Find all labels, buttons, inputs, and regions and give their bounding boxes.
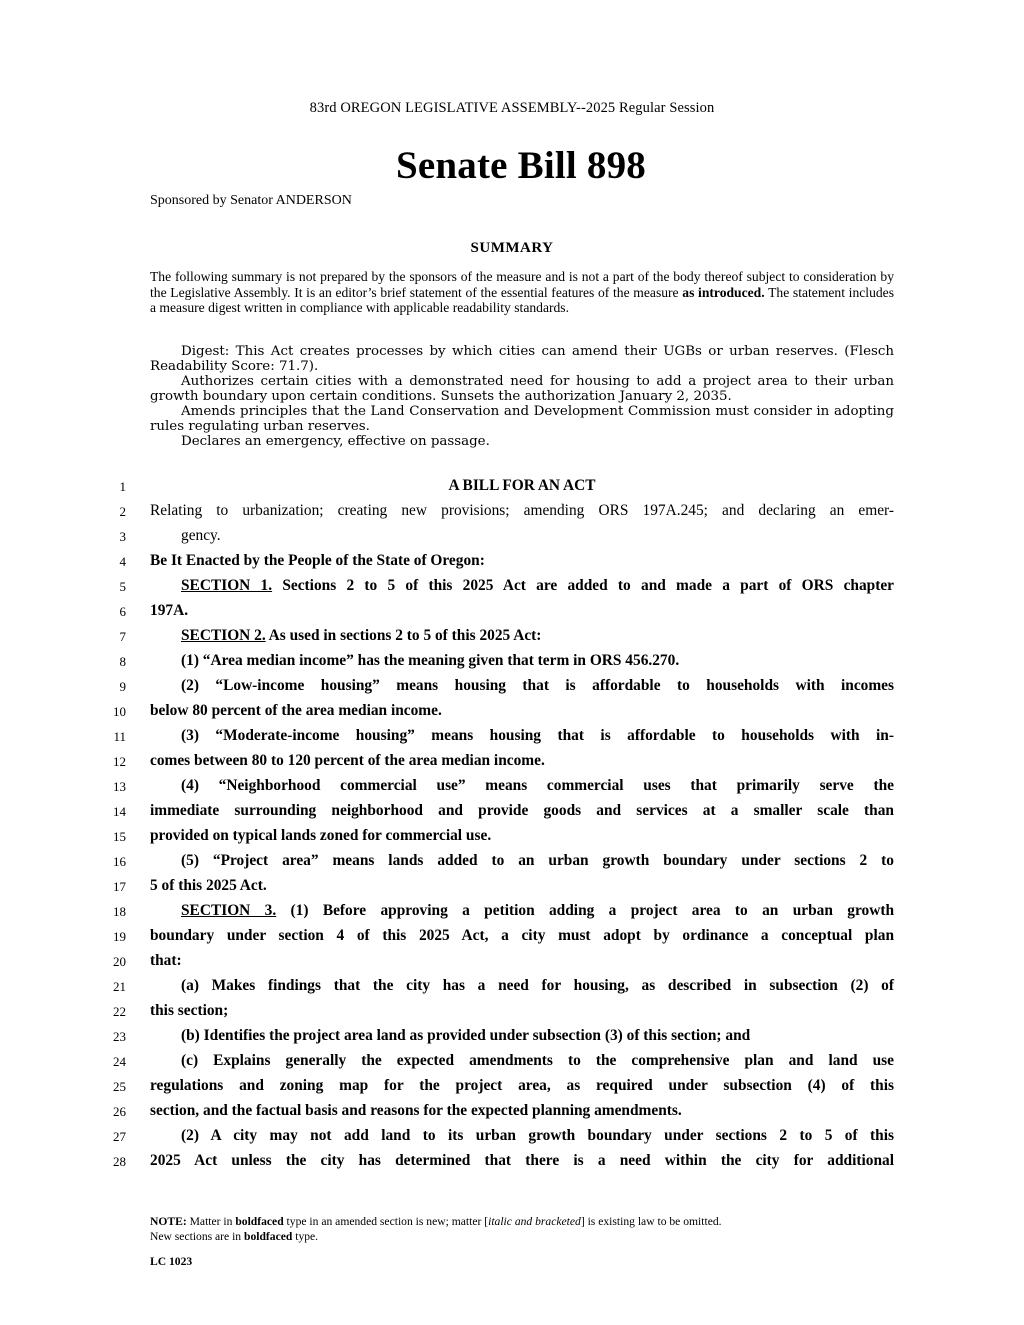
bill-line <box>0 1051 1024 1076</box>
summary-heading: SUMMARY <box>470 240 554 256</box>
line-number: 22 <box>113 1004 126 1019</box>
section-1-label: SECTION 1. <box>181 577 273 594</box>
bill-line <box>0 476 1024 501</box>
bill-line <box>0 1026 1024 1051</box>
note-text: type. <box>292 1230 319 1243</box>
summary-as-introduced: as introduced. <box>682 284 765 300</box>
line-number: 12 <box>113 754 126 769</box>
section-2-label: SECTION 2. <box>181 627 266 644</box>
bill-line <box>0 601 1024 626</box>
line-number: 3 <box>119 529 126 544</box>
bill-text: 5 of this 2025 Act. <box>150 877 267 894</box>
bill-text: (c) Explains generally the expected amendments to the comprehensive plan and land use <box>181 1052 894 1069</box>
bill-text: Sections 2 to 5 of this 2025 Act are added to and made a part of ORS chapter <box>272 577 894 594</box>
note-label: NOTE: <box>150 1215 187 1228</box>
measure-digest <box>150 344 894 449</box>
note-bold: boldfaced <box>235 1215 284 1228</box>
line-number: 6 <box>119 604 126 619</box>
bill-line <box>0 551 1024 576</box>
digest-paragraph: Authorizes certain cities with a demonstrated need for housing to add a project area to their urban growth boundary upon certain conditions. Sunsets the authorization January 2, 2035. <box>150 374 894 404</box>
bill-heading: A BILL FOR AN ACT <box>448 477 596 494</box>
line-number: 15 <box>113 829 126 844</box>
bill-line <box>0 776 1024 801</box>
bill-text: regulations and zoning map for the project area, as required under subsection (4) of this <box>150 1077 894 1094</box>
enacting-clause: Be It Enacted by the People of the State of Oregon: <box>150 552 485 569</box>
line-number: 9 <box>119 679 126 694</box>
bill-line <box>0 676 1024 701</box>
line-number: 25 <box>113 1079 126 1094</box>
bill-text: section, and the factual basis and reasons for the expected planning amendments. <box>150 1102 682 1119</box>
bill-line <box>0 501 1024 526</box>
bill-line <box>0 1076 1024 1101</box>
line-number: 18 <box>113 904 126 919</box>
line-number: 11 <box>113 729 126 744</box>
summary-paragraph <box>150 269 894 316</box>
bill-line <box>0 951 1024 976</box>
bill-text: gency. <box>181 527 221 544</box>
bill-line <box>0 801 1024 826</box>
bill-line <box>0 726 1024 751</box>
line-number: 2 <box>119 504 126 519</box>
note-text: type in an amended section is new; matter [ <box>283 1215 489 1228</box>
bill-line <box>0 901 1024 926</box>
line-number: 23 <box>113 1029 126 1044</box>
bill-line <box>0 576 1024 601</box>
bill-line <box>0 826 1024 851</box>
line-number: 28 <box>113 1154 126 1169</box>
line-number: 26 <box>113 1104 126 1119</box>
line-number: 4 <box>119 554 126 569</box>
bill-text: (1) Before approving a petition adding a project area to an urban growth <box>276 902 895 919</box>
bill-line <box>0 851 1024 876</box>
line-number: 5 <box>119 579 126 594</box>
assembly-session-header: 83rd OREGON LEGISLATIVE ASSEMBLY--2025 Regular Session <box>309 100 715 116</box>
bill-line <box>0 701 1024 726</box>
note-bold: boldfaced <box>244 1230 293 1243</box>
line-number: 10 <box>113 704 126 719</box>
bill-text: this section; <box>150 1002 229 1019</box>
bill-line <box>0 976 1024 1001</box>
bill-line <box>0 1101 1024 1126</box>
note-text: New sections are in <box>150 1230 245 1243</box>
bill-text <box>181 901 894 921</box>
bill-text: As used in sections 2 to 5 of this 2025 Act: <box>265 627 542 644</box>
bill-text <box>181 626 925 646</box>
line-number: 13 <box>113 779 126 794</box>
summary-text-outro: The statement includes a measure digest written in compliance with applicable readability standards. <box>150 284 894 315</box>
lc-number: LC 1023 <box>150 1255 193 1268</box>
bill-text: boundary under section 4 of this 2025 Act, a city must adopt by ordinance a conceptual plan <box>150 927 894 944</box>
line-number: 17 <box>113 879 126 894</box>
bill-text: (1) “Area median income” has the meaning given that term in ORS 456.270. <box>181 652 680 669</box>
bill-text: (a) Makes findings that the city has a need for housing, as described in subsection (2) of <box>181 977 894 994</box>
bill-line <box>0 1001 1024 1026</box>
bill-line <box>0 876 1024 901</box>
line-number: 14 <box>113 804 126 819</box>
bill-text: 2025 Act unless the city has determined that there is a need within the city for additional <box>150 1152 894 1169</box>
sponsor-line: Sponsored by Senator ANDERSON <box>150 193 352 208</box>
section-3-label: SECTION 3. <box>181 902 277 919</box>
line-number: 20 <box>113 954 126 969</box>
bill-text: (3) “Moderate-income housing” means housing that is affordable to households with in- <box>181 727 894 744</box>
line-number: 7 <box>119 629 126 644</box>
bill-line <box>0 1126 1024 1151</box>
note-line <box>150 1229 722 1244</box>
bill-line <box>0 1151 1024 1176</box>
digest-paragraph: Amends principles that the Land Conservation and Development Commission must consider in adopting rules regulating urban reserves. <box>150 404 894 434</box>
line-number: 8 <box>119 654 126 669</box>
summary-text-intro: The following summary is not prepared by the sponsors of the measure and is not a part of the body thereof subject to consideration by the Legislative Assembly. It is an editor’s brief statement of the essential features of the measure <box>150 269 894 300</box>
bill-text <box>181 576 894 596</box>
line-number: 21 <box>113 979 126 994</box>
line-number: 19 <box>113 929 126 944</box>
bill-line <box>0 651 1024 676</box>
note-italic: italic and bracketed <box>488 1215 581 1228</box>
bill-text: 197A. <box>150 602 189 619</box>
bill-text: comes between 80 to 120 percent of the area median income. <box>150 752 545 769</box>
line-number: 24 <box>113 1054 126 1069</box>
digest-paragraph: Declares an emergency, effective on passage. <box>181 434 490 449</box>
digest-paragraph: Digest: This Act creates processes by which cities can amend their UGBs or urban reserves. (Flesch Readability Score: 71.7). <box>150 344 894 374</box>
bill-text: that: <box>150 952 182 969</box>
bill-text: below 80 percent of the area median income. <box>150 702 442 719</box>
note-line <box>150 1214 722 1229</box>
bill-text: provided on typical lands zoned for commercial use. <box>150 827 492 844</box>
note-text: ] is existing law to be omitted. <box>580 1215 722 1228</box>
footer-note <box>150 1214 722 1244</box>
bill-title: Senate Bill 898 <box>396 144 647 187</box>
line-number: 16 <box>113 854 126 869</box>
bill-text: (2) “Low-income housing” means housing that is affordable to households with incomes <box>181 677 894 694</box>
bill-line <box>0 526 1024 551</box>
bill-line <box>0 626 1024 651</box>
note-text: Matter in <box>186 1215 236 1228</box>
line-number: 27 <box>113 1129 126 1144</box>
bill-text: (4) “Neighborhood commercial use” means commercial uses that primarily serve the <box>181 777 894 794</box>
bill-line <box>0 926 1024 951</box>
line-number: 1 <box>119 479 126 494</box>
bill-text: (b) Identifies the project area land as provided under subsection (3) of this section; and <box>181 1027 751 1044</box>
bill-text: (2) A city may not add land to its urban growth boundary under sections 2 to 5 of this <box>181 1127 894 1144</box>
bill-text: immediate surrounding neighborhood and provide goods and services at a smaller scale than <box>150 802 894 819</box>
bill-line <box>0 751 1024 776</box>
bill-text: (5) “Project area” means lands added to an urban growth boundary under sections 2 to <box>181 852 894 869</box>
bill-text: Relating to urbanization; creating new provisions; amending ORS 197A.245; and declaring an emer- <box>150 502 894 519</box>
